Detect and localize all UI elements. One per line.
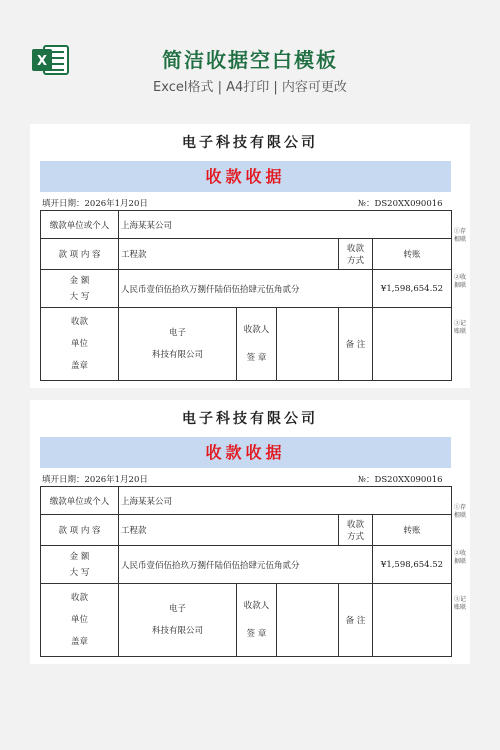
payer-value[interactable]: 上海某某公司: [119, 487, 452, 515]
date-row: [42, 473, 148, 485]
copy-label-stub: ①存根联: [454, 504, 467, 519]
number-row: [358, 473, 443, 485]
copy-label-receipt: ②收据联: [454, 274, 467, 289]
item-value[interactable]: 工程款: [119, 239, 339, 270]
date-value: 2026年1月20日: [84, 475, 148, 485]
number-label: №：: [358, 199, 375, 209]
payer-label: 缴款单位或个人: [41, 487, 119, 515]
remark-label: 备 注: [339, 584, 373, 657]
unit-stamp-value[interactable]: 电子 科技有限公司: [119, 584, 237, 657]
page-subtitle: Excel格式 | A4打印 | 内容可更改: [153, 80, 347, 95]
receiver-label: 收款人 签 章: [237, 584, 277, 657]
amount-label: 金 额 大 写: [41, 270, 119, 308]
method-label: 收款 方式: [339, 515, 373, 546]
receipt-banner: 收款收据: [40, 437, 451, 468]
number-value: DS20XX090016: [374, 475, 443, 485]
receipt-table: [40, 486, 452, 657]
amount-words[interactable]: 人民币壹佰伍拾玖万捌仟陆佰伍拾肆元伍角贰分: [119, 546, 373, 584]
date-value: 2026年1月20日: [84, 199, 148, 209]
item-label: 款 项 内 容: [41, 515, 119, 546]
receipt-table: [40, 210, 452, 381]
date-label: 填开日期：: [42, 475, 85, 485]
receiver-label: 收款人 签 章: [237, 308, 277, 381]
unit-stamp-label: 收款 单位 盖章: [41, 584, 119, 657]
payer-value[interactable]: 上海某某公司: [119, 211, 452, 239]
date-row: [42, 197, 148, 209]
method-label: 收款 方式: [339, 239, 373, 270]
number-value: DS20XX090016: [374, 199, 443, 209]
copy-labels: [454, 228, 466, 366]
copy-label-stub: ①存根联: [454, 228, 467, 243]
amount-value[interactable]: ¥1,598,654.52: [373, 546, 452, 584]
date-label: 填开日期：: [42, 199, 85, 209]
number-label: №：: [358, 475, 375, 485]
copy-label-receipt: ②收据联: [454, 550, 467, 565]
svg-text:X: X: [36, 54, 48, 69]
unit-stamp-label: 收款 单位 盖章: [41, 308, 119, 381]
page-title: 简洁收据空白模板: [162, 48, 338, 72]
method-value[interactable]: 转账: [373, 239, 452, 270]
receiver-signature[interactable]: [277, 584, 339, 657]
company-name: 电子科技有限公司: [182, 135, 318, 151]
receipt-2: [30, 400, 470, 664]
company-name: 电子科技有限公司: [182, 411, 318, 427]
method-value[interactable]: 转账: [373, 515, 452, 546]
amount-words[interactable]: 人民币壹佰伍拾玖万捌仟陆佰伍拾肆元伍角贰分: [119, 270, 373, 308]
remark-value[interactable]: [373, 584, 452, 657]
payer-label: 缴款单位或个人: [41, 211, 119, 239]
remark-value[interactable]: [373, 308, 452, 381]
item-value[interactable]: 工程款: [119, 515, 339, 546]
unit-stamp-value[interactable]: 电子 科技有限公司: [119, 308, 237, 381]
item-label: 款 项 内 容: [41, 239, 119, 270]
remark-label: 备 注: [339, 308, 373, 381]
number-row: [358, 197, 443, 209]
amount-value[interactable]: ¥1,598,654.52: [373, 270, 452, 308]
copy-label-account: ③记账联: [454, 320, 467, 335]
amount-label: 金 额 大 写: [41, 546, 119, 584]
copy-labels: [454, 504, 466, 642]
receipt-banner: 收款收据: [40, 161, 451, 192]
copy-label-account: ③记账联: [454, 596, 467, 611]
receiver-signature[interactable]: [277, 308, 339, 381]
page-header: [0, 0, 500, 110]
receipt-1: [30, 124, 470, 388]
